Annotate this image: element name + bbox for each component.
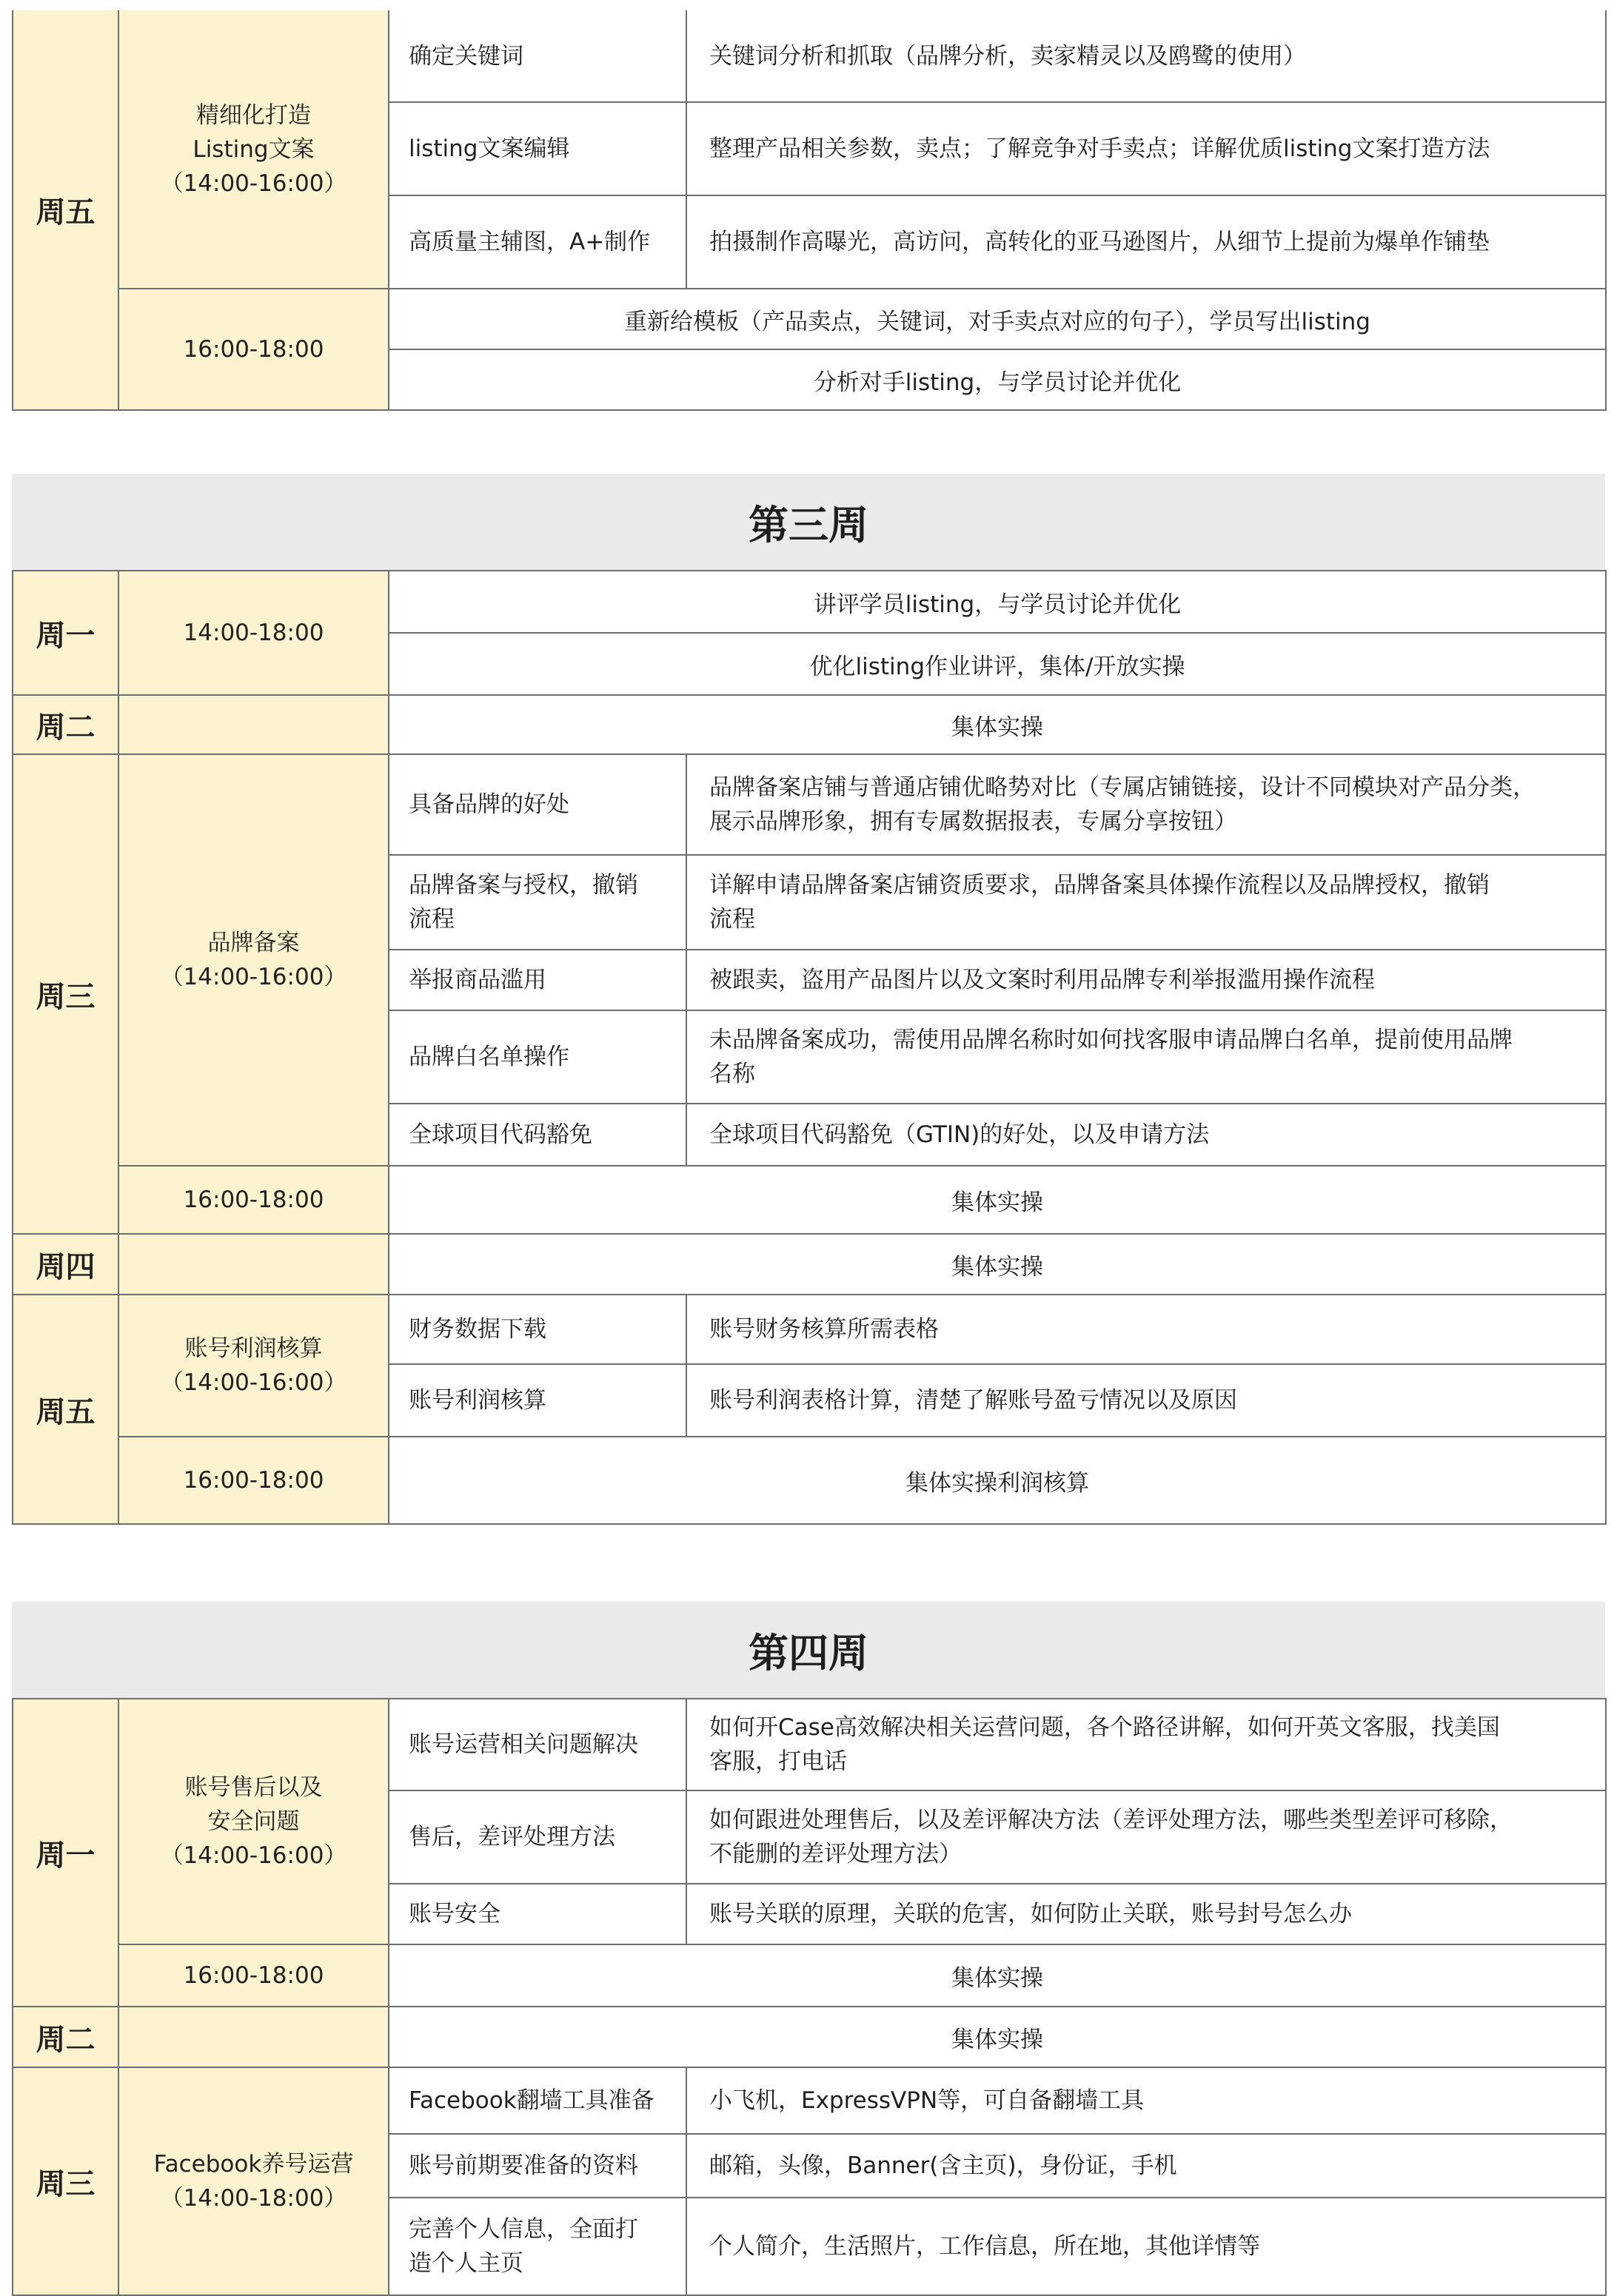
week3-table — [12, 570, 1607, 1525]
day-label: 周四 — [13, 1234, 118, 1295]
description-cell: 邮箱，头像，Banner(含主页)，身份证，手机 — [686, 2134, 1606, 2198]
session-time: 16:00-18:00 — [118, 1944, 389, 2007]
description-cell: 整理产品相关参数，卖点；了解竞争对手卖点；详解优质listing文案打造方法 — [686, 102, 1606, 195]
description-cell: 如何跟进处理售后，以及差评解决方法（差评处理方法，哪些类型差评可移除， 不能删的差评处理方法） — [686, 1790, 1606, 1884]
day-label: 周一 — [13, 571, 118, 695]
topic-cell: 品牌白名单操作 — [389, 1010, 686, 1104]
topic-cell: 完善个人信息，全面打 造个人主页 — [389, 2198, 686, 2295]
topic-cell: 高质量主辅图，A+制作 — [389, 195, 686, 289]
week4-table — [12, 1698, 1607, 2296]
session-time: 14:00-18:00 — [118, 571, 389, 695]
session-title: Facebook养号运营 （14:00-18:00） — [118, 2067, 389, 2295]
activity-cell: 分析对手listing，与学员讨论并优化 — [389, 349, 1606, 410]
description-cell: 如何开Case高效解决相关运营问题，各个路径讲解，如何开英文客服，找美国 客服，打电话 — [686, 1699, 1606, 1790]
topic-cell: 全球项目代码豁免 — [389, 1104, 686, 1166]
session-time: 16:00-18:00 — [118, 1166, 389, 1234]
description-cell: 未品牌备案成功，需使用品牌名称时如何找客服申请品牌白名单，提前使用品牌 名称 — [686, 1010, 1606, 1104]
session-title: 账号利润核算 （14:00-16:00） — [118, 1295, 389, 1437]
week2-friday-block — [12, 10, 1605, 411]
day-label: 周一 — [13, 1699, 118, 2007]
day-label: 周二 — [13, 695, 118, 754]
week-title: 第三周 — [12, 474, 1605, 570]
description-cell: 详解申请品牌备案店铺资质要求，品牌备案具体操作流程以及品牌授权，撤销 流程 — [686, 855, 1606, 950]
day-label: 周五 — [13, 10, 118, 410]
description-cell: 账号关联的原理，关联的危害，如何防止关联，账号封号怎么办 — [686, 1884, 1606, 1944]
week-title: 第四周 — [12, 1602, 1605, 1698]
topic-cell: listing文案编辑 — [389, 102, 686, 195]
activity-cell: 重新给模板（产品卖点，关键词，对手卖点对应的句子），学员写出listing — [389, 289, 1606, 349]
topic-cell: 账号安全 — [389, 1884, 686, 1944]
day-label: 周五 — [13, 1295, 118, 1524]
day-label: 周三 — [13, 2067, 118, 2295]
description-cell: 全球项目代码豁免（GTIN)的好处，以及申请方法 — [686, 1104, 1606, 1166]
topic-cell: 具备品牌的好处 — [389, 754, 686, 855]
week2-friday-table — [12, 10, 1607, 411]
description-cell: 账号财务核算所需表格 — [686, 1295, 1606, 1364]
activity-cell: 讲评学员listing，与学员讨论并优化 — [389, 571, 1606, 633]
session-title: 品牌备案 （14:00-16:00） — [118, 754, 389, 1166]
description-cell: 小飞机，ExpressVPN等，可自备翻墙工具 — [686, 2067, 1606, 2134]
activity-cell: 集体实操 — [389, 2007, 1606, 2067]
description-cell: 关键词分析和抓取（品牌分析，卖家精灵以及鸥鹭的使用） — [686, 10, 1606, 102]
session-time: 16:00-18:00 — [118, 289, 389, 410]
topic-cell: 账号前期要准备的资料 — [389, 2134, 686, 2198]
topic-cell: 账号运营相关问题解决 — [389, 1699, 686, 1790]
session-empty — [118, 1234, 389, 1295]
topic-cell: 举报商品滥用 — [389, 950, 686, 1010]
topic-cell: 账号利润核算 — [389, 1364, 686, 1437]
session-title: 精细化打造 Listing文案 （14:00-16:00） — [118, 10, 389, 289]
session-title: 账号售后以及 安全问题 （14:00-16:00） — [118, 1699, 389, 1944]
topic-cell: 确定关键词 — [389, 10, 686, 102]
activity-cell: 集体实操利润核算 — [389, 1437, 1606, 1524]
session-time: 16:00-18:00 — [118, 1437, 389, 1524]
activity-cell: 集体实操 — [389, 1234, 1606, 1295]
topic-cell: 售后，差评处理方法 — [389, 1790, 686, 1884]
activity-cell: 集体实操 — [389, 1166, 1606, 1234]
week4-block — [12, 1698, 1605, 2296]
activity-cell: 集体实操 — [389, 1944, 1606, 2007]
session-empty — [118, 2007, 389, 2067]
day-label: 周二 — [13, 2007, 118, 2067]
topic-cell: 财务数据下载 — [389, 1295, 686, 1364]
day-label: 周三 — [13, 754, 118, 1234]
description-cell: 被跟卖，盗用产品图片以及文案时利用品牌专利举报滥用操作流程 — [686, 950, 1606, 1010]
topic-cell: 品牌备案与授权，撤销 流程 — [389, 855, 686, 950]
activity-cell: 优化listing作业讲评，集体/开放实操 — [389, 633, 1606, 695]
description-cell: 品牌备案店铺与普通店铺优略势对比（专属店铺链接，设计不同模块对产品分类， 展示品牌形象，拥有专属数据报表，专属分享按钮） — [686, 754, 1606, 855]
activity-cell: 集体实操 — [389, 695, 1606, 754]
description-cell: 个人简介，生活照片，工作信息，所在地，其他详情等 — [686, 2198, 1606, 2295]
session-empty — [118, 695, 389, 754]
description-cell: 账号利润表格计算，清楚了解账号盈亏情况以及原因 — [686, 1364, 1606, 1437]
description-cell: 拍摄制作高曝光，高访问，高转化的亚马逊图片，从细节上提前为爆单作铺垫 — [686, 195, 1606, 289]
topic-cell: Facebook翻墙工具准备 — [389, 2067, 686, 2134]
week3-block — [12, 570, 1605, 1525]
